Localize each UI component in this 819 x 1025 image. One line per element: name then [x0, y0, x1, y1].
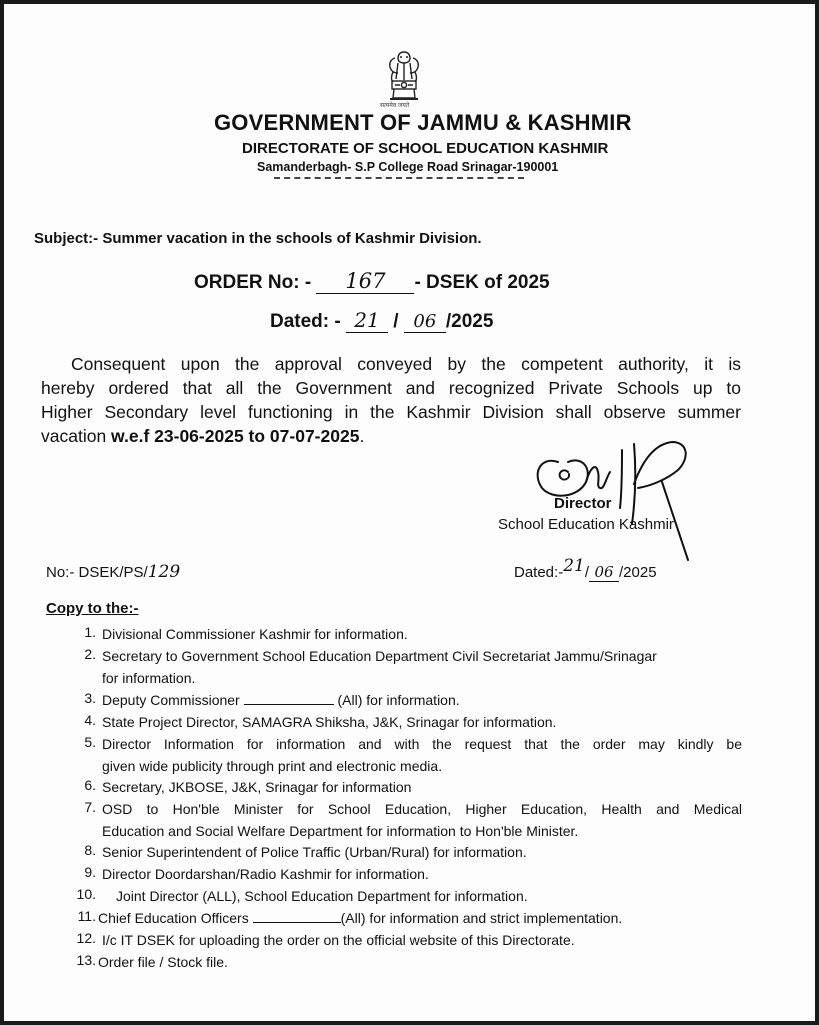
order-body-line: Higher Secondary level functioning in the Kashmir Division shall observe summer	[41, 402, 741, 422]
endorsement-date-month: 06	[589, 563, 619, 582]
endorsement-number-label: No:- DSEK/PS/	[46, 564, 148, 581]
office-address: Samanderbagh- S.P College Road Srinagar-190001	[257, 160, 559, 174]
header-divider	[274, 177, 524, 179]
government-title: GOVERNMENT OF JAMMU & KASHMIR	[214, 110, 632, 135]
endorsement-date: Dated:-21/ 06 /2025	[514, 556, 657, 581]
subject-line: Subject:- Summer vacation in the schools of Kashmir Division.	[34, 230, 482, 247]
blank-line	[253, 910, 341, 923]
emblem-caption: सत्यमेव जयते	[380, 103, 410, 109]
endorsement-date-year: /2025	[619, 564, 657, 581]
endorsement-dated-label: Dated:-	[514, 564, 564, 581]
order-date-year: /2025	[445, 311, 494, 332]
vacation-period: w.e.f 23-06-2025 to 07-07-2025	[111, 426, 360, 446]
order-date-day: 21	[346, 308, 388, 333]
endorsement-number	[46, 562, 180, 582]
signatory-title: Director	[554, 495, 612, 512]
signatory-department: School Education Kashmir	[498, 516, 674, 533]
order-body-line: vacation w.e.f 23-06-2025 to 07-07-2025.	[41, 426, 365, 446]
endorsement-date-day: 21	[563, 556, 585, 576]
order-date-line: Dated: - 21 / 06 /2025	[270, 308, 494, 332]
director-signature	[522, 422, 752, 562]
order-body-line: Consequent upon the approval conveyed by the competent authority, it is	[71, 354, 741, 374]
copy-to-heading: Copy to the:-	[46, 600, 139, 617]
order-date-month: 06	[404, 311, 446, 333]
order-dated-label: Dated: -	[270, 311, 341, 332]
order-body-line: hereby ordered that all the Government and recognized Private Schools up to	[41, 378, 741, 398]
order-number: 167	[316, 269, 414, 294]
order-number-line	[194, 269, 550, 294]
endorsement-number-value: 129	[147, 562, 181, 582]
blank-line	[244, 692, 334, 705]
order-suffix: - DSEK of 2025	[414, 272, 550, 293]
document-page: सत्यमेव जयते GOVERNMENT OF JAMMU & KASHMIR DIRECTORATE OF SCHOOL EDUCATION KASHMIR Samanderbagh- S.P College Road Srinagar-190001 Subject:- Summer vacation in the schools of Kashmir Division. ORDER No: - 167 - DSEK of 2025 Dated: - 21 / 06 /2025 Consequent upon the approval conveyed by the competent authority, it is hereby ordered that all the Government and recognized Private Schools up to Higher Secondary level functioning in the Kashmir Division shall observe summer vacation w.e.f 23-06-2025 to 07-07-2025. Director School Education Kashmir No:- DSEK/PS/129 Dated:-21/ 06 /2025 Copy to the:- 1. Divisional Commissioner Kashmir for information. 2. Secretary to Government School Education Department Civil Secretariat Jammu/Srinagar for information. 3. Deputy Commissioner (All) for information. 4. State Project Director, SAMAGRA Shiksha, J&K, Srinagar for information. 5. Director Information for information and with the request that the order may kindly be given wide publicity through print and electronic media. 6. Secretary, JKBOSE, J&K, Srinagar for information 7. OSD to Hon'ble Minister for School Education, Higher Education, Health and Medical Education and Social Welfare Department for information to Hon'ble Minister. 8. Senior Superintendent of Police Traffic (Urban/Rural) for information. 9. Director Doordarshan/Radio Kashmir for information. 10. Joint Director (ALL), School Education Department for information. 11. Chief Education Officers (All) for information and strict implementation. 12. I/c IT DSEK for uploading the order on the official website of this Directorate. 13. Order file / Stock file.	[4, 4, 815, 1021]
order-prefix: ORDER No: -	[194, 272, 312, 293]
directorate-title: DIRECTORATE OF SCHOOL EDUCATION KASHMIR	[242, 140, 609, 157]
